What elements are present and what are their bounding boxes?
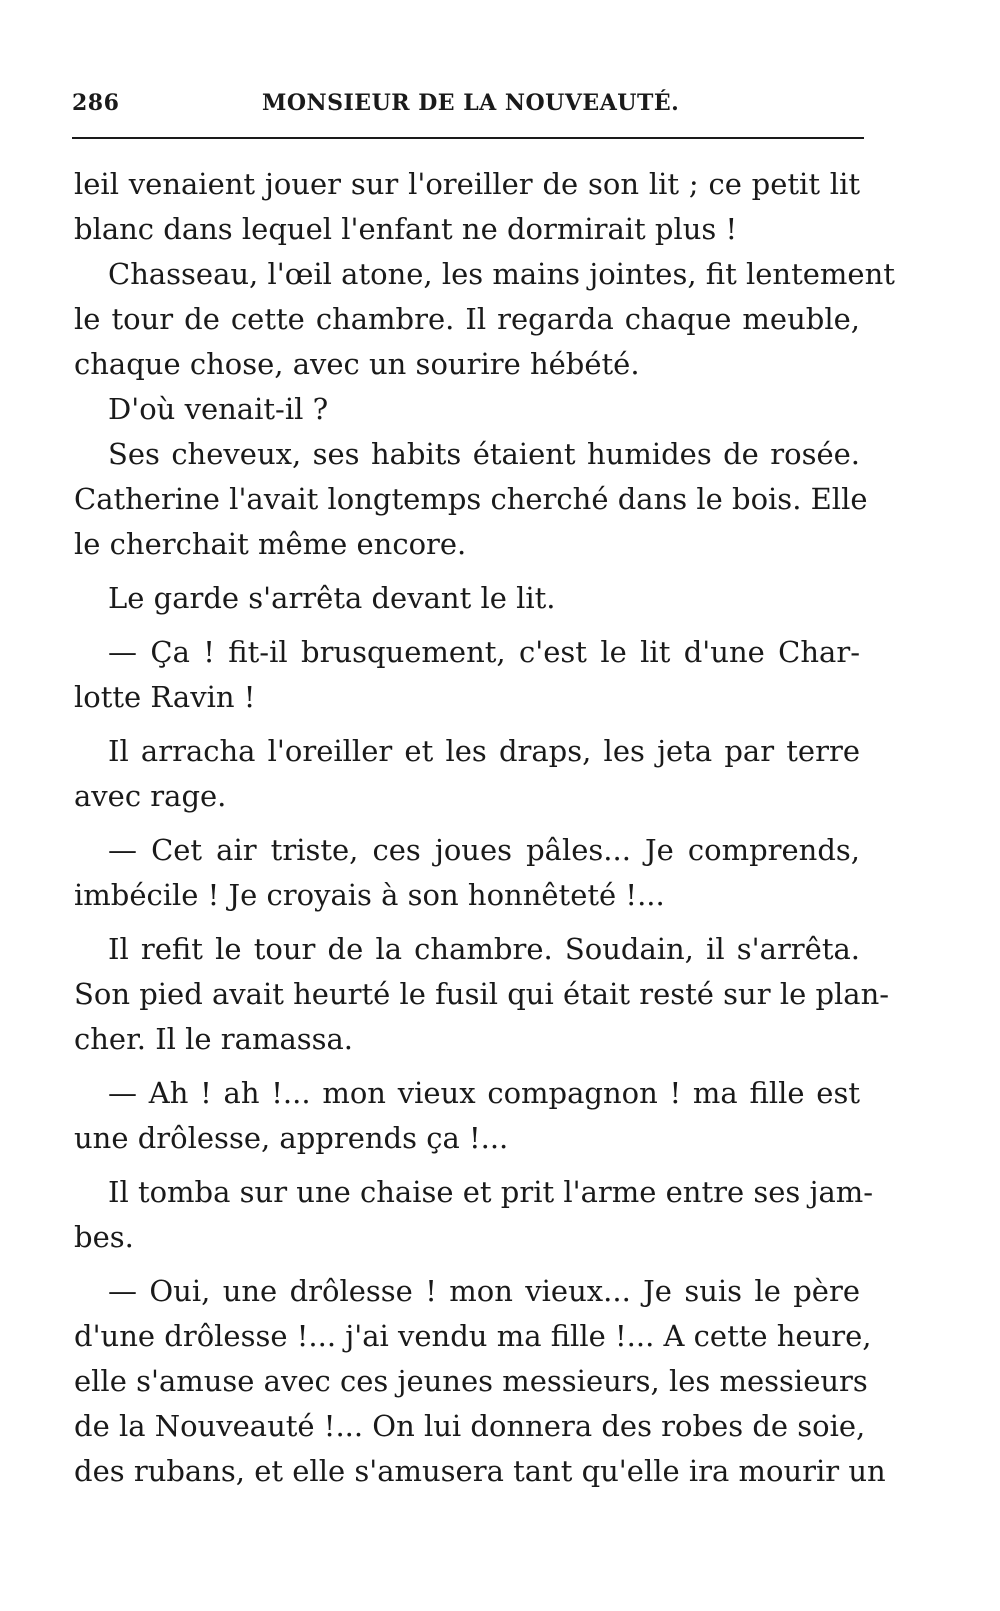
text-line: avec rage. (74, 779, 227, 813)
text-line: — Oui, une drôlesse ! mon vieux... Je suis le père (108, 1274, 860, 1308)
text-line: d'une drôlesse !... j'ai vendu ma fille !... A cette heure, (74, 1319, 872, 1353)
body-text (74, 162, 895, 1494)
page-header (72, 90, 862, 130)
running-title: MONSIEUR DE LA NOUVEAUTÉ. (262, 90, 680, 116)
text-line: chaque chose, avec un sourire hébété. (74, 347, 640, 381)
text-line: le tour de cette chambre. Il regarda chaque meuble, (74, 302, 860, 336)
text-line: — Ah ! ah !... mon vieux compagnon ! ma fille est (108, 1076, 860, 1110)
text-line: une drôlesse, apprends ça !... (74, 1121, 509, 1155)
text-line: de la Nouveauté !... On lui donnera des robes de soie, (74, 1409, 866, 1443)
text-line: lotte Ravin ! (74, 680, 256, 714)
text-line: Il tomba sur une chaise et prit l'arme entre ses jam- (108, 1175, 874, 1209)
text-line: Le garde s'arrêta devant le lit. (108, 581, 556, 615)
text-line: — Cet air triste, ces joues pâles... Je comprends, (108, 833, 860, 867)
text-line: le cherchait même encore. (74, 527, 467, 561)
text-line: blanc dans lequel l'enfant ne dormirait plus ! (74, 212, 738, 246)
text-line: Chasseau, l'œil atone, les mains jointes, fit lentement (108, 257, 895, 291)
text-line: — Ça ! fit-il brusquement, c'est le lit d'une Char- (108, 635, 860, 669)
text-line: Catherine l'avait longtemps cherché dans le bois. Elle (74, 482, 868, 516)
text-line: Son pied avait heurté le fusil qui était resté sur le plan- (74, 977, 890, 1011)
text-line: Il refit le tour de la chambre. Soudain, il s'arrêta. (108, 932, 860, 966)
text-line: des rubans, et elle s'amusera tant qu'elle ira mourir un (74, 1454, 886, 1488)
text-line: leil venaient jouer sur l'oreiller de son lit ; ce petit lit (74, 167, 860, 201)
text-line: elle s'amuse avec ces jeunes messieurs, les messieurs (74, 1364, 868, 1398)
text-line: D'où venait-il ? (108, 392, 329, 426)
page-number: 286 (72, 90, 120, 116)
text-line: Ses cheveux, ses habits étaient humides de rosée. (108, 437, 860, 471)
text-line: bes. (74, 1220, 134, 1254)
text-line: cher. Il le ramassa. (74, 1022, 354, 1056)
header-rule (72, 137, 864, 139)
text-line: imbécile ! Je croyais à son honnêteté !... (74, 878, 665, 912)
text-line: Il arracha l'oreiller et les draps, les jeta par terre (108, 734, 860, 768)
